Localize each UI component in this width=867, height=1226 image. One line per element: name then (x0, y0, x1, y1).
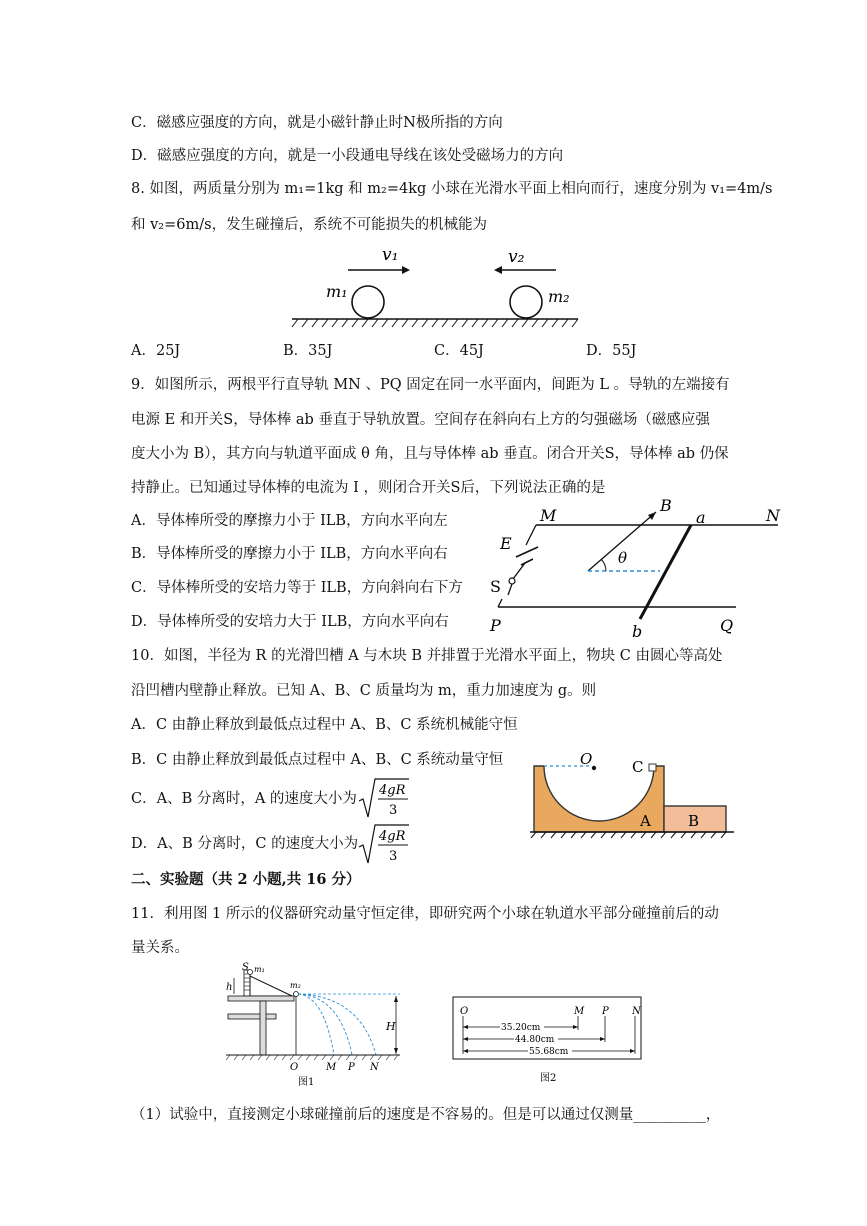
q9-option-c[interactable]: C．导体棒所受的安培力等于 ILB，方向斜向右下方 (131, 580, 463, 596)
q10-stem-line2: 沿凹槽内壁静止释放。已知 A、B、C 质量均为 m，重力加速度为 g。则 (131, 683, 597, 699)
q7-option-d: D．磁感应强度的方向，就是一小段通电导线在该处受磁场力的方向 (131, 148, 564, 164)
q10-option-c-sqrt (357, 775, 413, 821)
fig2-label-O: O (460, 1006, 469, 1017)
q10-option-c[interactable]: C．A、B 分离时，A 的速度大小为 (131, 791, 357, 807)
label-M: M (540, 506, 557, 525)
label-Q: Q (720, 616, 734, 635)
q10-groove-figure (528, 752, 738, 842)
fig1-label-O: O (290, 1062, 299, 1073)
q10-stem-line1: 10．如图，半径为 R 的光滑凹槽 A 与木块 B 并排置于光滑水平面上，物块 C 由圆心等高处 (131, 648, 723, 664)
frac-num-d: 4gR (379, 829, 406, 844)
q9-option-b[interactable]: B．导体棒所受的摩擦力小于 ILB，方向水平向右 (131, 546, 448, 562)
label-theta: θ (618, 549, 628, 567)
q10-option-b[interactable]: B．C 由静止释放到最低点过程中 A、B、C 系统动量守恒 (131, 752, 504, 768)
fig1-label-P: P (348, 1062, 355, 1073)
q9-stem-line2: 电源 E 和开关S，导体棒 ab 垂直于导轨放置。空间存在斜向右上方的匀强磁场（磁感应强 (131, 412, 710, 428)
q9-rail-figure (488, 495, 788, 640)
q8-option-d[interactable]: D．55J (586, 343, 637, 359)
frac-den-d: 3 (389, 849, 398, 864)
q11-stem-line2: 量关系。 (131, 940, 189, 956)
q8-option-c[interactable]: C．45J (434, 343, 484, 359)
label-S: S (490, 577, 501, 596)
q10-option-d-sqrt (357, 821, 413, 867)
fig1-label-m1: m₁ (254, 965, 265, 974)
fig1-label-H: H (386, 1020, 396, 1033)
m2-label: m₂ (548, 287, 570, 306)
q10-option-d[interactable]: D．A、B 分离时，C 的速度大小为 (131, 836, 359, 852)
fig2-dist-on: 55.68cm (529, 1047, 569, 1057)
label-B: B (688, 812, 700, 830)
q11-sub1-line: （1）试验中，直接测定小球碰撞前后的速度是不容易的。但是可以通过仅测量__________， (131, 1107, 721, 1123)
q7-option-c: C．磁感应强度的方向，就是小磁针静止时N极所指的方向 (131, 115, 503, 131)
label-b: b (632, 622, 643, 641)
v1-label: v₁ (382, 245, 399, 265)
fig1-label-S: S (242, 962, 249, 973)
q8-stem-line1: 8. 如图，两质量分别为 m₁=1kg 和 m₂=4kg 小球在光滑水平面上相向而行，速度分别为 v₁=4m/s (131, 181, 773, 197)
fig1-label-M: M (326, 1062, 337, 1073)
fig2-label-P: P (602, 1006, 609, 1017)
ball-m1 (352, 286, 384, 318)
frac-num-c: 4gR (379, 783, 406, 798)
q9-stem-line4: 持静止。已知通过导体棒的电流为 I ，则闭合开关S后，下列说法正确的是 (131, 480, 606, 496)
label-P: P (490, 616, 501, 635)
v2-label: v₂ (508, 247, 525, 267)
fig1-caption: 图1 (298, 1077, 315, 1088)
q8-option-b[interactable]: B．35J (283, 343, 333, 359)
label-a: a (696, 508, 706, 527)
q9-stem-line1: 9．如图所示，两根平行直导轨 MN 、PQ 固定在同一水平面内，间距为 L 。导轨的左端接有 (131, 377, 730, 393)
label-O: O (580, 750, 593, 768)
q10-option-a[interactable]: A．C 由静止释放到最低点过程中 A、B、C 系统机械能守恒 (131, 717, 518, 733)
block-C (649, 764, 656, 771)
fig2-caption: 图2 (540, 1073, 557, 1084)
ball-m2 (510, 286, 542, 318)
q9-option-a[interactable]: A．导体棒所受的摩擦力小于 ILB，方向水平向左 (131, 513, 448, 529)
label-B: B (660, 496, 672, 515)
fig2-dist-op: 44.80cm (515, 1035, 555, 1045)
fig1-label-m2: m₂ (290, 981, 301, 990)
fig1-label-h: h (226, 982, 233, 993)
label-E: E (500, 534, 512, 553)
label-N: N (766, 506, 780, 525)
section-heading-experiment: 二、实验题（共 2 小题,共 16 分） (131, 871, 361, 888)
q8-stem-line2: 和 v₂=6m/s，发生碰撞后，系统不可能损失的机械能为 (131, 217, 488, 233)
q11-figure1-apparatus (224, 964, 404, 1089)
q9-option-d[interactable]: D．导体棒所受的安培力大于 ILB，方向水平向右 (131, 614, 449, 630)
q8-option-a[interactable]: A．25J (131, 343, 181, 359)
frac-den-c: 3 (389, 803, 398, 818)
q8-collision-figure (290, 240, 580, 335)
q9-stem-line3: 度大小为 B），其方向与轨道平面成 θ 角，且与导体棒 ab 垂直。闭合开关S，导体棒 ab 仍保 (131, 446, 729, 462)
q11-figure2-measurement (452, 996, 644, 1086)
label-C: C (632, 758, 644, 776)
fig2-label-M: M (574, 1006, 585, 1017)
label-A: A (640, 812, 651, 830)
fig1-label-N: N (370, 1062, 379, 1073)
q11-stem-line1: 11．利用图 1 所示的仪器研究动量守恒定律，即研究两个小球在轨道水平部分碰撞前后的动 (131, 906, 719, 922)
fig2-dist-om: 35.20cm (501, 1023, 541, 1033)
fig2-label-N: N (632, 1006, 641, 1017)
m1-label: m₁ (326, 282, 348, 301)
